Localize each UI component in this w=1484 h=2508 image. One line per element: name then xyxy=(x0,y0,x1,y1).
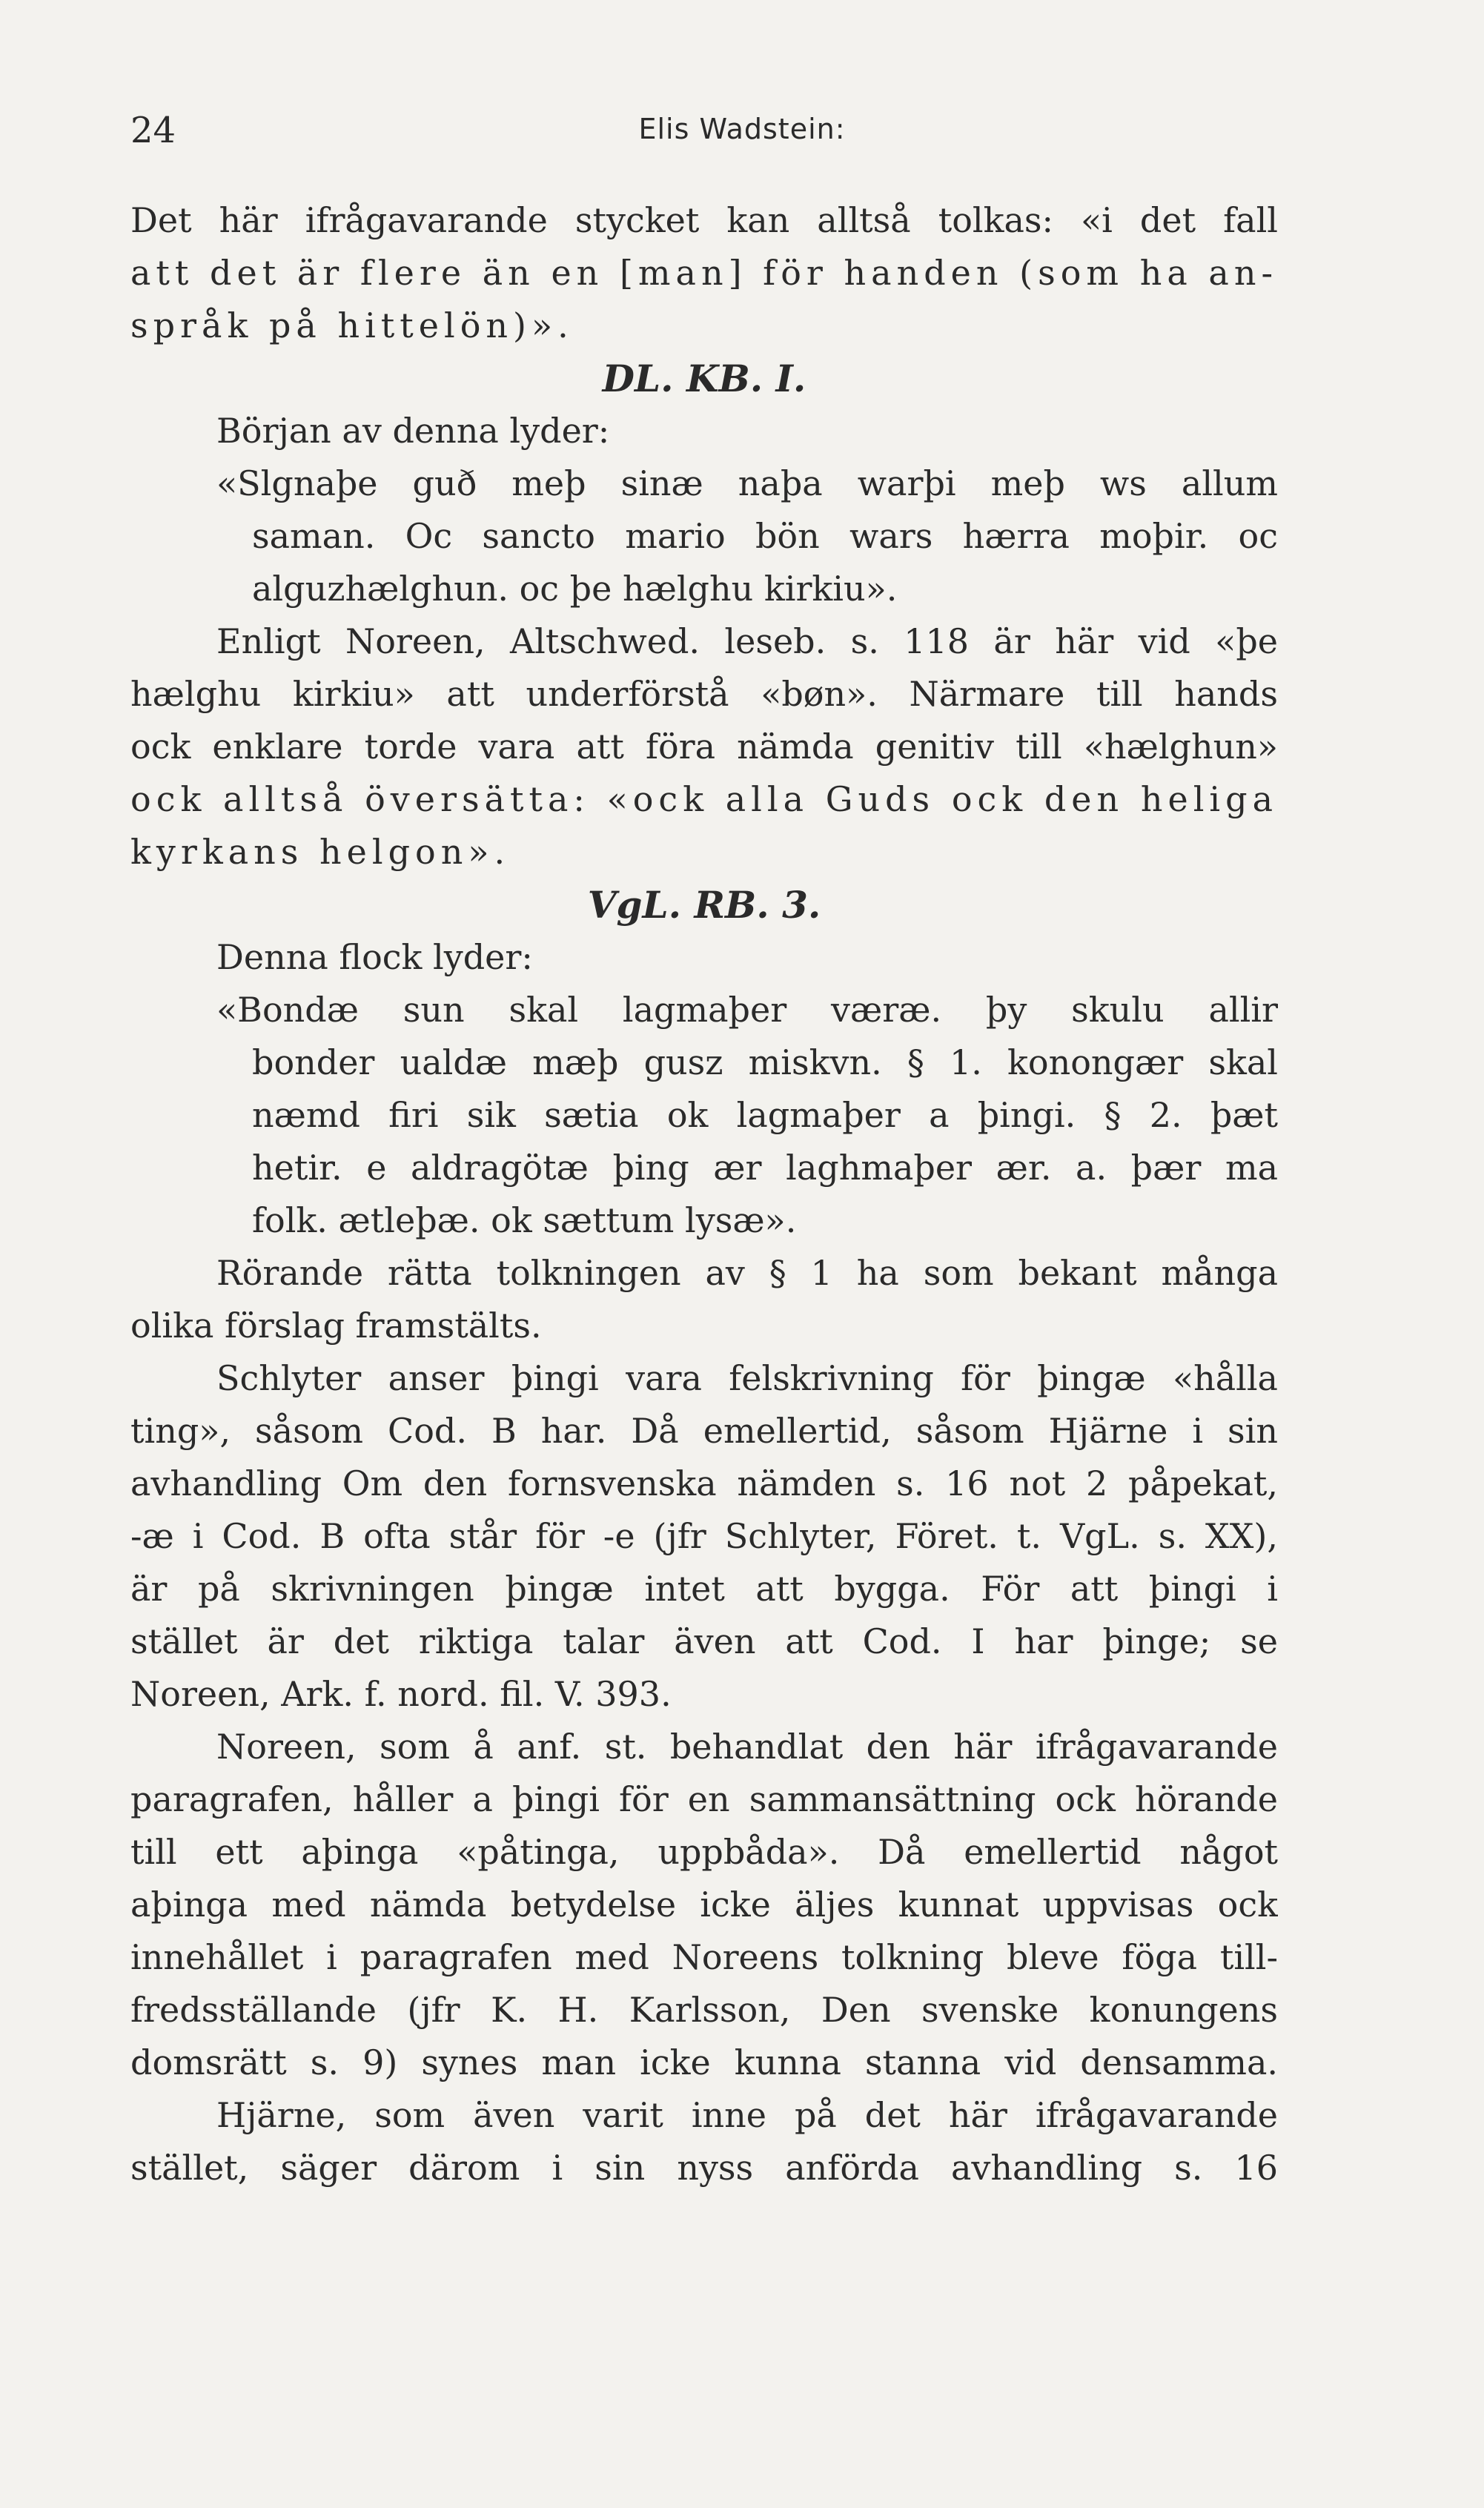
text-line: næmd firi sik sætia ok lagmaþer a þingi. § 2. þæt xyxy=(252,1095,1278,1135)
text-line: innehållet i paragrafen med Noreens tolkning bleve föga till- xyxy=(130,1937,1278,1977)
text-line: hælghu kirkiu» att underförstå «bøn». Närmare till hands xyxy=(130,674,1278,714)
text-line: stället är det riktiga talar även att Cod. I har þinge; se xyxy=(130,1621,1278,1661)
text-line: avhandling Om den fornsvenska nämden s. 16 not 2 påpekat, xyxy=(130,1463,1278,1503)
section-heading: VgL. RB. 3. xyxy=(587,883,821,927)
text-line: Hjärne, som även varit inne på det här ifrågavarande xyxy=(216,2095,1278,2135)
text-line: «Bondæ sun skal lagmaþer væræ. þy skulu allir xyxy=(216,990,1278,1030)
text-line: stället, säger därom i sin nyss anförda avhandling s. 16 xyxy=(130,2148,1278,2188)
text-line: till ett aþinga «påtinga, uppbåda». Då emellertid något xyxy=(130,1832,1278,1872)
body-text xyxy=(130,194,1278,2194)
text-line: bonder ualdæ mæþ gusz miskvn. § 1. konongær skal xyxy=(252,1042,1278,1082)
text-line: hetir. e aldragötæ þing ær laghmaþer ær. a. þær ma xyxy=(252,1148,1278,1188)
text-line: Det här ifrågavarande stycket kan alltså tolkas: «i det fall xyxy=(130,200,1278,240)
text-line: Denna flock lyder: xyxy=(216,937,533,977)
text-line: «Slgnaþe guð meþ sinæ naþa warþi meþ ws allum xyxy=(216,463,1278,503)
text-line: domsrätt s. 9) synes man icke kunna stanna vid densamma. xyxy=(130,2042,1278,2082)
text-line: saman. Oc sancto mario bön wars hærra moþir. oc xyxy=(252,516,1278,556)
text-line: aþinga med nämda betydelse icke äljes kunnat uppvisas ock xyxy=(130,1885,1278,1925)
text-line: olika förslag framstälts. xyxy=(130,1306,542,1346)
text-line: Rörande rätta tolkningen av § 1 ha som bekant många xyxy=(216,1253,1278,1293)
text-line: paragrafen, håller a þingi för en sammansättning ock hörande xyxy=(130,1779,1278,1819)
text-line: Noreen, Ark. f. nord. fil. V. 393. xyxy=(130,1674,672,1714)
text-line: Noreen, som å anf. st. behandlat den här ifrågavarande xyxy=(216,1727,1278,1767)
text-line: ting», såsom Cod. B har. Då emellertid, såsom Hjärne i sin xyxy=(130,1411,1278,1451)
text-line: Enligt Noreen, Altschwed. leseb. s. 118 är här vid «þe xyxy=(216,621,1278,661)
page-header xyxy=(130,110,1354,162)
text-line: Början av denna lyder: xyxy=(216,411,610,451)
text-line: -æ i Cod. B ofta står för -e (jfr Schlyter, Föret. t. VgL. s. XX), xyxy=(130,1516,1278,1556)
text-line: ock alltså översätta: «ock alla Guds ock den heliga xyxy=(130,779,1278,819)
text-line: att det är flere än en [man] för handen (som ha an- xyxy=(130,253,1278,293)
running-head: Elis Wadstein: xyxy=(638,113,846,145)
text-line: är på skrivningen þingæ intet att bygga. För att þingi i xyxy=(130,1569,1278,1609)
text-line: ock enklare torde vara att föra nämda genitiv till «hælghun» xyxy=(130,727,1278,767)
text-line: kyrkans helgon». xyxy=(130,832,511,872)
text-line: språk på hittelön)». xyxy=(130,305,574,345)
page-number: 24 xyxy=(130,110,176,151)
text-line: fredsställande (jfr K. H. Karlsson, Den svenske konungens xyxy=(130,1990,1278,2030)
text-line: alguzhælghun. oc þe hælghu kirkiu». xyxy=(252,569,898,609)
text-line: Schlyter anser þingi vara felskrivning för þingæ «hålla xyxy=(216,1358,1278,1398)
section-heading: DL. KB. I. xyxy=(602,357,806,400)
text-line: folk. ætleþæ. ok sættum lysæ». xyxy=(252,1200,797,1240)
